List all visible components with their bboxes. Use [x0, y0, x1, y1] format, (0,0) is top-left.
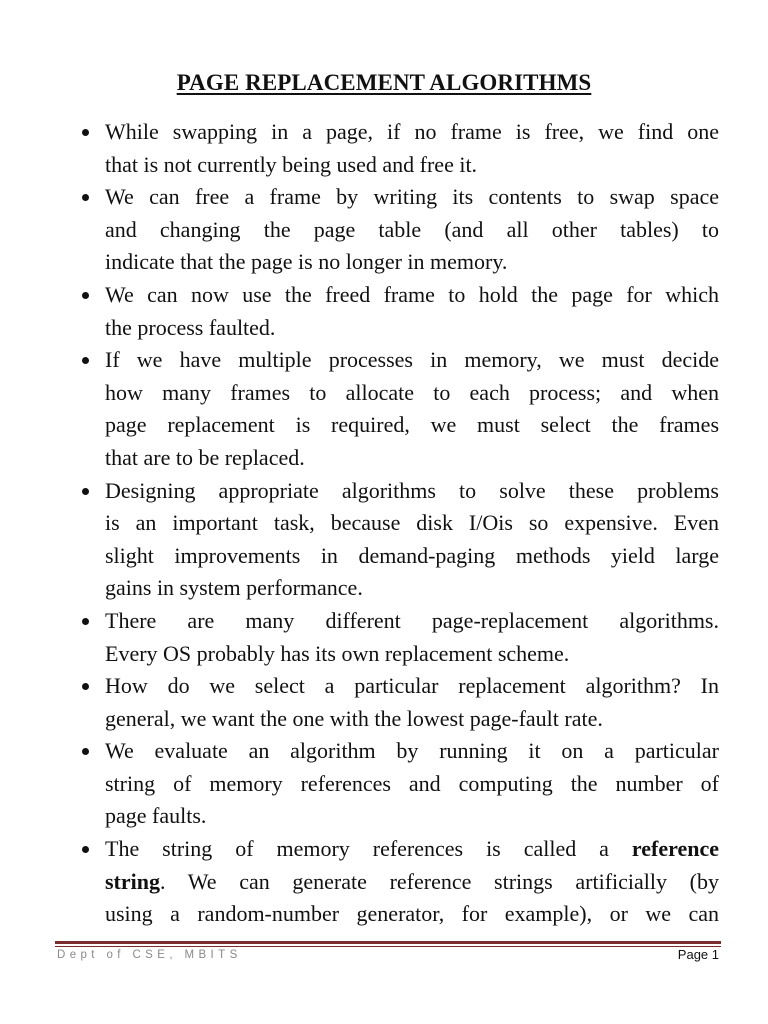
- bullet-line: Designing appropriate algorithms to solve these problems: [105, 477, 719, 503]
- bullet-line: Every OS probably has its own replacement scheme.: [105, 640, 570, 666]
- bullet-line: page replacement is required, we must select the frames: [105, 412, 719, 438]
- bullet-line: [105, 866, 719, 899]
- bullet-dot-icon: [82, 683, 89, 690]
- bullet-item: [78, 116, 719, 181]
- bullet-line: We can free a frame by writing its contents to swap space: [105, 184, 719, 210]
- bullet-line: string of memory references and computing the number of: [105, 770, 719, 796]
- bullet-list: [78, 116, 719, 931]
- footer-divider: [55, 941, 721, 944]
- bullet-text: The string of memory references is called a: [105, 836, 609, 862]
- bullet-line: that is not currently being used and free it.: [105, 151, 478, 177]
- bullet-dot-icon: [82, 488, 89, 495]
- bullet-dot-icon: [82, 357, 89, 364]
- bullet-dot-icon: [82, 846, 89, 853]
- bold-term: reference: [631, 836, 719, 862]
- footer-divider: [55, 946, 721, 947]
- bullet-item: [78, 670, 719, 735]
- page-title: PAGE REPLACEMENT ALGORITHMS: [176, 70, 592, 95]
- bullet-item: [78, 181, 719, 279]
- bullet-line: page faults.: [105, 803, 207, 829]
- bullet-line: There are many different page-replacement algorithms.: [105, 607, 719, 633]
- page-number: Page 1: [677, 947, 719, 962]
- bullet-item: [78, 344, 719, 474]
- bullet-dot-icon: [82, 748, 89, 755]
- bullet-line: that are to be replaced.: [105, 444, 305, 470]
- bullet-line: We can now use the freed frame to hold the page for which: [105, 281, 719, 307]
- bullet-line: and changing the page table (and all other tables) to: [105, 216, 719, 242]
- bullet-line: using a random-number generator, for example), or we can: [105, 901, 719, 927]
- bullet-line: slight improvements in demand-paging methods yield large: [105, 542, 719, 568]
- bullet-item: [78, 605, 719, 670]
- bullet-line: gains in system performance.: [105, 575, 363, 601]
- bullet-line: We evaluate an algorithm by running it on a particular: [105, 738, 719, 764]
- bullet-item: [78, 475, 719, 605]
- bullet-dot-icon: [82, 194, 89, 201]
- bullet-line: is an important task, because disk I/Ois so expensive. Even: [105, 510, 719, 536]
- footer-department: Dept of CSE, MBITS: [57, 949, 242, 961]
- bullet-line: indicate that the page is no longer in memory.: [105, 249, 508, 275]
- bullet-line: How do we select a particular replacement algorithm? In: [105, 673, 719, 699]
- bullet-line: general, we want the one with the lowest page-fault rate.: [105, 705, 603, 731]
- bullet-item: [78, 735, 719, 833]
- bullet-text: . We can generate reference strings artificially (by: [160, 868, 719, 894]
- bullet-line: If we have multiple processes in memory, we must decide: [105, 347, 719, 373]
- bullet-line: [105, 833, 719, 866]
- bold-term: string: [105, 868, 160, 894]
- bullet-item: [78, 279, 719, 344]
- bullet-line: the process faulted.: [105, 314, 276, 340]
- bullet-dot-icon: [82, 618, 89, 625]
- bullet-dot-icon: [82, 129, 89, 136]
- bullet-line: how many frames to allocate to each process; and when: [105, 379, 719, 405]
- bullet-dot-icon: [82, 292, 89, 299]
- bullet-line: While swapping in a page, if no frame is free, we find one: [105, 119, 719, 144]
- bullet-item: [78, 833, 719, 931]
